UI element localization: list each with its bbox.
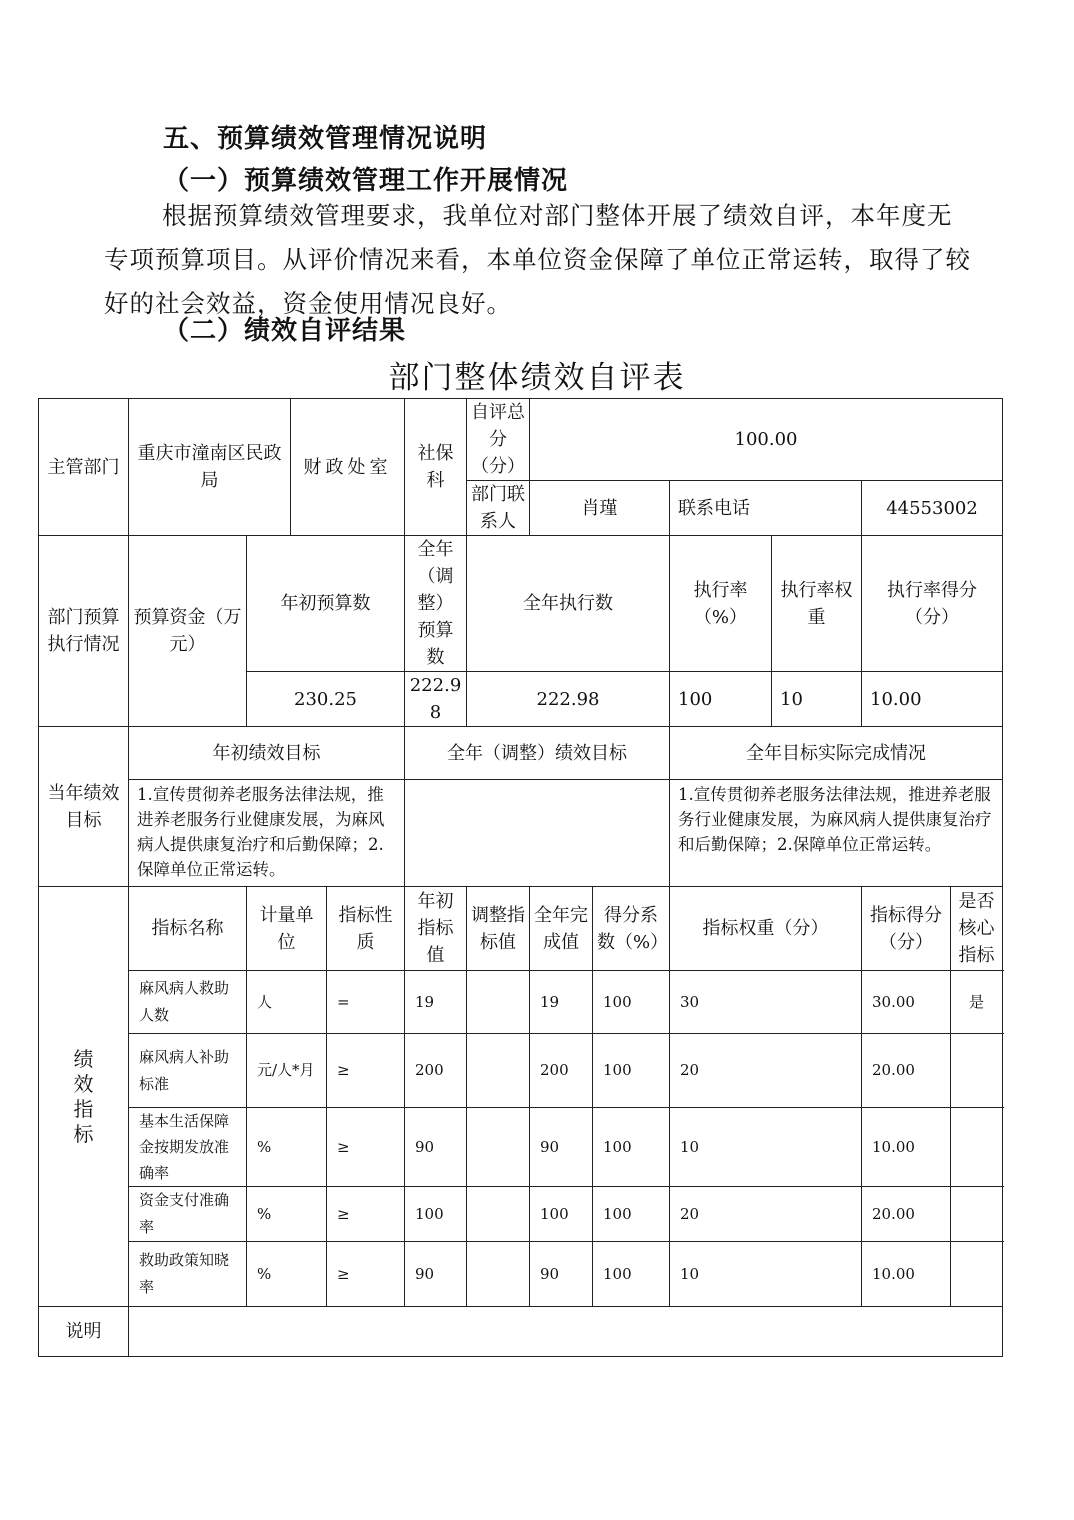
table-row (39, 1034, 1003, 1108)
indicator-score: 10.00 (862, 1108, 951, 1187)
office-value: 社保科 (405, 399, 467, 536)
total-score: 100.00 (530, 399, 1003, 481)
self-evaluation-table (38, 398, 1003, 1357)
section-paragraph: 根据预算绩效管理要求，我单位对部门整体开展了绩效自评，本年度无专项预算项目。从评价情况来看，本单位资金保障了单位正常运转，取得了较好的社会效益，资金使用情况良好。 (104, 201, 971, 318)
budget-initial-header: 年初预算数 (247, 536, 405, 672)
indicator-initial: 200 (405, 1034, 467, 1108)
budget-executed-value: 222.98 (467, 672, 670, 727)
indicator-initial: 100 (405, 1187, 467, 1242)
phone-label: 联系电话 (670, 481, 862, 536)
indicator-weight: 20 (670, 1034, 862, 1108)
indicator-nature: ≥ (327, 1242, 405, 1307)
indicator-unit: 人 (247, 971, 327, 1034)
budget-rate-header: 执行率（%） (670, 536, 772, 672)
indicator-initial-header: 年初指标值 (405, 887, 467, 971)
indicator-initial: 19 (405, 971, 467, 1034)
indicator-initial: 90 (405, 1242, 467, 1307)
indicator-score: 10.00 (862, 1242, 951, 1307)
indicator-nature: ≥ (327, 1187, 405, 1242)
indicator-score: 20.00 (862, 1034, 951, 1108)
budget-adjusted-value: 222.98 (405, 672, 467, 727)
budget-initial-value: 230.25 (247, 672, 405, 727)
indicator-core (951, 1187, 1003, 1242)
indicator-initial: 90 (405, 1108, 467, 1187)
indicator-score: 20.00 (862, 1187, 951, 1242)
goals-section-label: 当年绩效目标 (39, 727, 129, 887)
indicator-adjusted (467, 1242, 530, 1307)
total-score-label: 自评总分（分） (467, 399, 530, 481)
indicator-unit: % (247, 1108, 327, 1187)
indicator-core (951, 1034, 1003, 1108)
indicator-unit-header: 计量单位 (247, 887, 327, 971)
budget-adjusted-header: 全年（调整）预算数 (405, 536, 467, 672)
indicator-name-header: 指标名称 (129, 887, 247, 971)
indicator-nature: ≥ (327, 1108, 405, 1187)
phone-number: 44553002 (862, 481, 1003, 536)
indicator-core-header: 是否核心指标 (951, 887, 1003, 971)
table-row (39, 1242, 1003, 1307)
indicators-section-label-text: 绩效指标 (73, 1046, 94, 1146)
indicator-actual: 100 (530, 1187, 593, 1242)
indicator-unit: 元/人*月 (247, 1034, 327, 1108)
budget-rate-value: 100 (670, 672, 772, 727)
dept-label: 主管部门 (39, 399, 129, 536)
indicator-actual: 90 (530, 1108, 593, 1187)
indicator-nature: = (327, 971, 405, 1034)
indicator-weight: 10 (670, 1242, 862, 1307)
indicator-actual: 200 (530, 1034, 593, 1108)
goals-adjusted-text (405, 780, 670, 887)
indicator-adjusted (467, 971, 530, 1034)
table-row (39, 971, 1003, 1034)
indicators-section-label (39, 887, 129, 1307)
indicator-weight: 20 (670, 1187, 862, 1242)
indicator-unit: % (247, 1187, 327, 1242)
subsection-title-results: （二）绩效自评结果 (163, 316, 407, 346)
section-title: 五、预算绩效管理情况说明 (163, 124, 488, 154)
note-label: 说明 (39, 1307, 129, 1357)
indicator-core: 是 (951, 971, 1003, 1034)
indicator-adjusted (467, 1108, 530, 1187)
budget-score-header: 执行率得分（分） (862, 536, 1003, 672)
indicator-nature-header: 指标性质 (327, 887, 405, 971)
note-text (129, 1307, 1003, 1357)
budget-section-label: 部门预算执行情况 (39, 536, 129, 727)
goals-initial-text: 1.宣传贯彻养老服务法律法规，推进养老服务行业健康发展，为麻风病人提供康复治疗和后勤保障；2.保障单位正常运转。 (129, 780, 405, 887)
indicator-weight-header: 指标权重（分） (670, 887, 862, 971)
indicator-actual-header: 全年完成值 (530, 887, 593, 971)
indicator-coef: 100 (593, 971, 670, 1034)
contact-label: 部门联系人 (467, 481, 530, 536)
goals-initial-header: 年初绩效目标 (129, 727, 405, 780)
table-title: 部门整体绩效自评表 (388, 360, 686, 396)
indicator-core (951, 1108, 1003, 1187)
indicator-coef-header: 得分系数（%） (593, 887, 670, 971)
indicator-actual: 90 (530, 1242, 593, 1307)
indicator-unit: % (247, 1242, 327, 1307)
subsection-title-work: （一）预算绩效管理工作开展情况 (163, 166, 569, 196)
indicator-adjusted (467, 1187, 530, 1242)
indicator-name: 基本生活保障金按期发放准确率 (129, 1108, 247, 1187)
dept-name: 重庆市潼南区民政局 (129, 399, 291, 536)
indicator-actual: 19 (530, 971, 593, 1034)
goals-adjusted-header: 全年（调整）绩效目标 (405, 727, 670, 780)
indicator-score-header: 指标得分（分） (862, 887, 951, 971)
indicator-adjusted (467, 1034, 530, 1108)
indicator-core (951, 1242, 1003, 1307)
budget-fund-label: 预算资金（万元） (129, 536, 247, 727)
budget-weight-value: 10 (772, 672, 862, 727)
indicator-name: 资金支付准确率 (129, 1187, 247, 1242)
office-label: 财政处室 (291, 399, 405, 536)
indicator-coef: 100 (593, 1108, 670, 1187)
budget-weight-header: 执行率权重 (772, 536, 862, 672)
budget-executed-header: 全年执行数 (467, 536, 670, 672)
table-row (39, 1108, 1003, 1187)
budget-score-value: 10.00 (862, 672, 1003, 727)
contact-name: 肖瑾 (530, 481, 670, 536)
indicator-coef: 100 (593, 1242, 670, 1307)
indicator-adjusted-header: 调整指标值 (467, 887, 530, 971)
goals-actual-text: 1.宣传贯彻养老服务法律法规，推进养老服务行业健康发展，为麻风病人提供康复治疗和后勤保障；2.保障单位正常运转。 (670, 780, 1003, 887)
goals-actual-header: 全年目标实际完成情况 (670, 727, 1003, 780)
table-row (39, 1187, 1003, 1242)
indicator-name: 救助政策知晓率 (129, 1242, 247, 1307)
indicator-coef: 100 (593, 1034, 670, 1108)
indicator-name: 麻风病人补助标准 (129, 1034, 247, 1108)
indicator-weight: 10 (670, 1108, 862, 1187)
indicator-nature: ≥ (327, 1034, 405, 1108)
indicator-coef: 100 (593, 1187, 670, 1242)
indicator-name: 麻风病人救助人数 (129, 971, 247, 1034)
indicator-score: 30.00 (862, 971, 951, 1034)
indicator-weight: 30 (670, 971, 862, 1034)
